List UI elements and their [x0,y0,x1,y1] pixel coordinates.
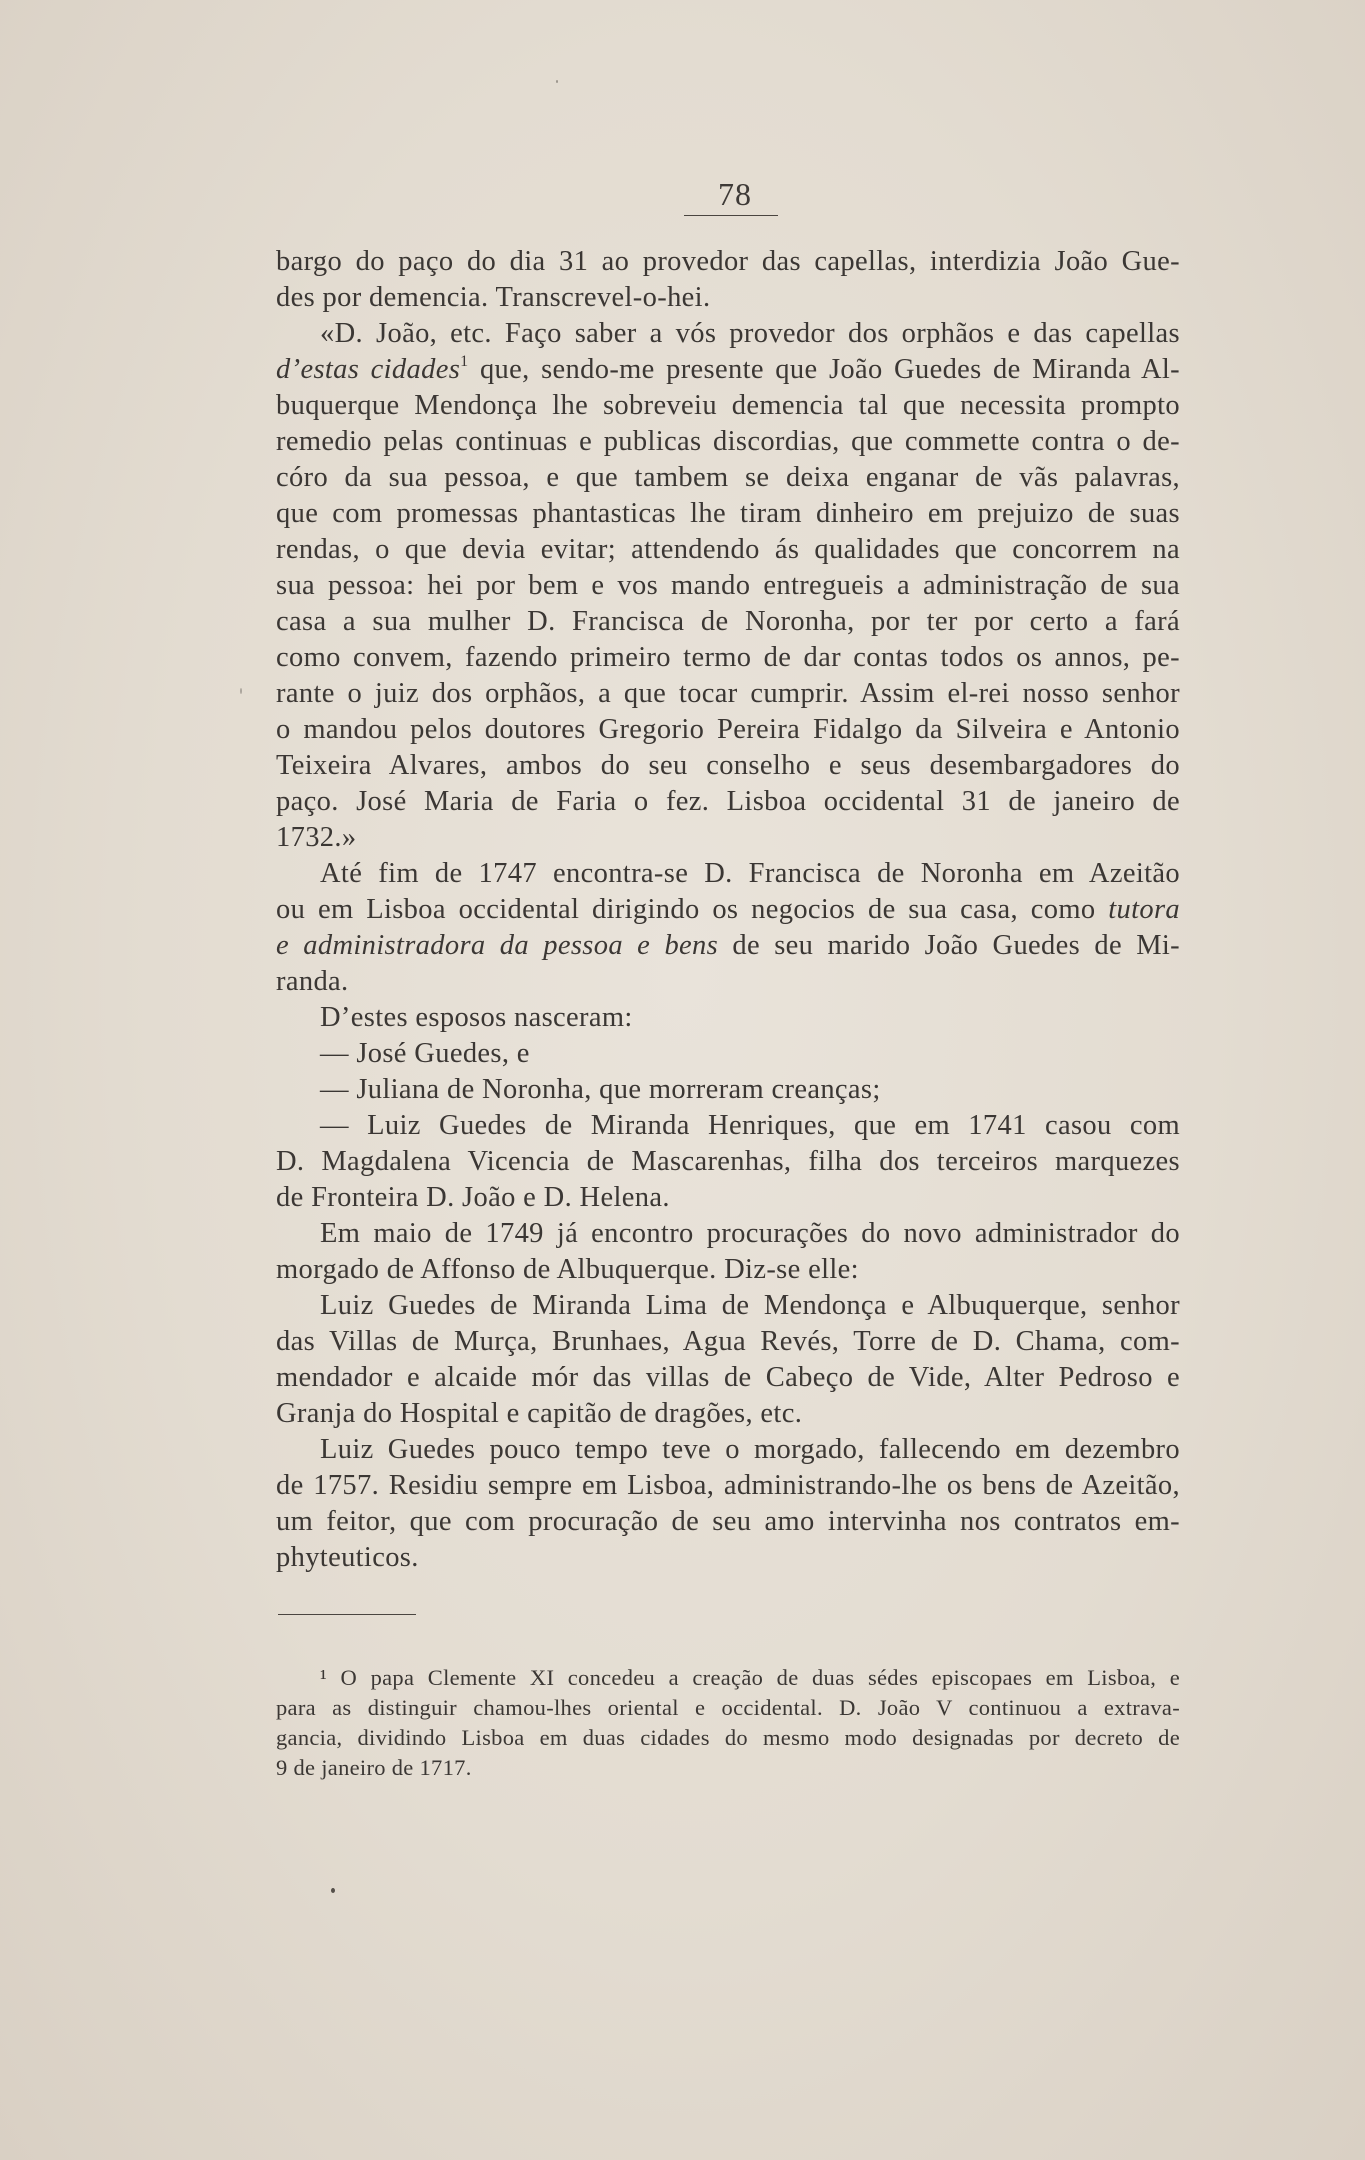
text-line [276,1252,1180,1288]
text-line [276,820,1180,856]
text-line [276,712,1180,748]
text-line [276,1000,1180,1036]
text-line [276,748,1180,784]
text-line [276,352,1180,388]
paper-speck [556,80,558,83]
text-line [276,676,1180,712]
line-text: phyteuticos. [276,1542,419,1573]
text-line [276,280,1180,316]
line-text: de seu marido João Guedes de Mi- [718,930,1181,961]
paper-speck [240,688,242,694]
footnote-marker: 1 [460,353,469,370]
line-text: des por demencia. Transcrevel-o-hei. [276,282,711,313]
line-text: Luiz Guedes pouco tempo teve o morgado, fallecendo em dezembro [320,1434,1180,1465]
italic-text: d’estas cidades [276,354,461,385]
text-line [276,784,1180,820]
line-text: Teixeira Alvares, ambos do seu conselho e seus desembargadores do [276,750,1180,781]
line-text: D’estes esposos nasceram: [320,1002,633,1033]
text-line [276,568,1180,604]
line-text: de 1757. Residiu sempre em Lisboa, administrando-lhe os bens de Azeitão, [276,1470,1180,1501]
text-line [276,1360,1180,1396]
text-line [276,604,1180,640]
line-text: D. Magdalena Vicencia de Mascarenhas, filha dos terceiros marquezes [276,1146,1180,1177]
line-text: morgado de Affonso de Albuquerque. Diz-se elle: [276,1254,859,1285]
italic-text: e administradora da pessoa e bens [276,930,719,961]
text-line [276,640,1180,676]
line-text: rendas, o que devia evitar; attendendo ás qualidades que concorrem na [276,534,1180,565]
footnote-separator [278,1614,416,1615]
text-line [276,1432,1180,1468]
line-text: como convem, fazendo primeiro termo de dar contas todos os annos, pe- [276,642,1180,673]
line-text: sua pessoa: hei por bem e vos mando entregueis a administração de sua [276,570,1180,601]
text-line [276,1396,1180,1432]
text-line [276,1324,1180,1360]
page-number: 78 [718,176,752,212]
text-line [276,1663,1180,1693]
text-line [276,316,1180,352]
text-line [276,1216,1180,1252]
line-text: casa a sua mulher D. Francisca de Noronha, por ter por certo a fará [276,606,1180,637]
line-text: gancia, dividindo Lisboa em duas cidades do mesmo modo designadas por decreto de [276,1725,1180,1750]
text-line [276,1108,1180,1144]
line-text: paço. José Maria de Faria o fez. Lisboa occidental 31 de janeiro de [276,786,1180,817]
line-text: Luiz Guedes de Miranda Lima de Mendonça e Albuquerque, senhor [320,1290,1180,1321]
text-line [276,856,1180,892]
line-text: ou em Lisboa occidental dirigindo os negocios de sua casa, como [276,894,1109,925]
line-text: — Juliana de Noronha, que morreram creanças; [320,1074,881,1105]
line-text: — José Guedes, e [320,1038,530,1069]
paper-speck [331,1888,335,1893]
line-text: que, sendo-me presente que João Guedes de Miranda Al- [468,354,1180,385]
text-line [276,1468,1180,1504]
text-line [276,1288,1180,1324]
text-line [276,1504,1180,1540]
text-line [276,496,1180,532]
line-text: que com promessas phantasticas lhe tiram dinheiro em prejuizo de suas [276,498,1180,529]
text-line [276,244,1180,280]
line-text: um feitor, que com procuração de seu amo intervinha nos contratos em- [276,1506,1180,1537]
line-text: das Villas de Murça, Brunhaes, Agua Revés, Torre de D. Chama, com- [276,1326,1180,1357]
text-line [276,388,1180,424]
line-text: o mandou pelos doutores Gregorio Pereira Fidalgo da Silveira e Antonio [276,714,1180,745]
text-line [276,928,1180,964]
main-text [276,244,1180,1576]
text-line [276,424,1180,460]
text-line [276,1753,1180,1783]
line-text: Até fim de 1747 encontra-se D. Francisca de Noronha em Azeitão [320,858,1180,889]
page-number-rule [684,215,778,216]
text-line [276,1072,1180,1108]
text-line [276,1723,1180,1753]
text-line [276,1540,1180,1576]
line-text: rante o juiz dos orphãos, a que tocar cumprir. Assim el-rei nosso senhor [276,678,1180,709]
text-line [276,964,1180,1000]
text-line [276,1180,1180,1216]
line-text: 1732.» [276,822,357,853]
line-text: remedio pelas continuas e publicas discordias, que commette contra o de- [276,426,1180,457]
line-text: córo da sua pessoa, e que tambem se deixa enganar de vãs palavras, [276,462,1180,493]
line-text: «D. João, etc. Faço saber a vós provedor dos orphãos e das capellas [320,318,1180,349]
text-line [276,1036,1180,1072]
line-text: — Luiz Guedes de Miranda Henriques, que em 1741 casou com [320,1110,1180,1141]
line-text: de Fronteira D. João e D. Helena. [276,1182,670,1213]
line-text: buquerque Mendonça lhe sobreveiu demencia tal que necessita prompto [276,390,1180,421]
text-line [276,532,1180,568]
line-text: 9 de janeiro de 1717. [276,1755,472,1780]
line-text: Granja do Hospital e capitão de dragões, etc. [276,1398,803,1429]
line-text: bargo do paço do dia 31 ao provedor das capellas, interdizia João Gue- [276,246,1180,277]
text-line [276,1144,1180,1180]
italic-text: tutora [1108,894,1180,925]
line-text: randa. [276,966,349,997]
text-line [276,460,1180,496]
footnotes [276,1663,1180,1783]
line-text: para as distinguir chamou-lhes oriental e occidental. D. João V continuou a extrava- [276,1695,1180,1720]
line-text: ¹ O papa Clemente XI concedeu a creação de duas sédes episcopaes em Lisboa, e [320,1665,1180,1690]
text-line [276,892,1180,928]
line-text: Em maio de 1749 já encontro procurações do novo administrador do [320,1218,1180,1249]
line-text: mendador e alcaide mór das villas de Cabeço de Vide, Alter Pedroso e [276,1362,1180,1393]
text-line [276,1693,1180,1723]
